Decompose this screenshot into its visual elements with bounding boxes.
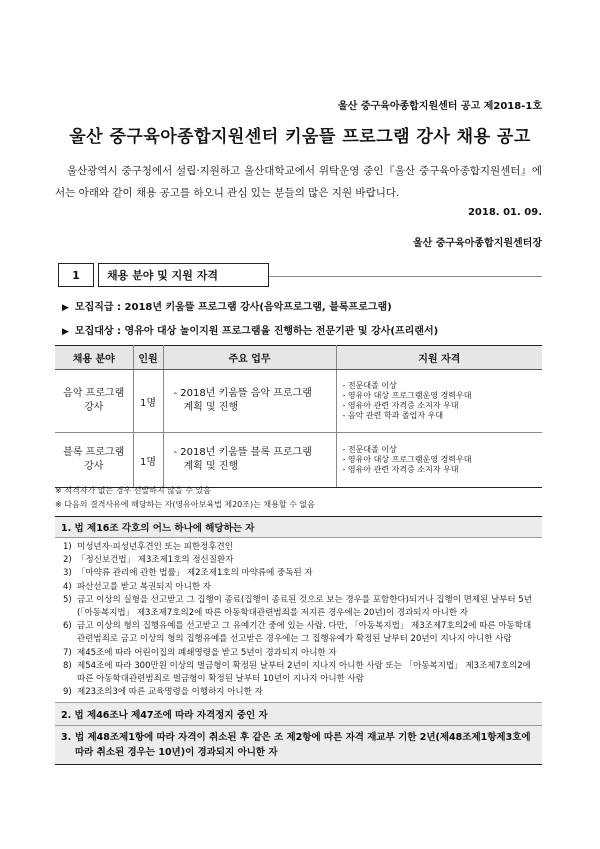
field-line: 음악 프로그램 (63, 388, 125, 399)
list-item: 8) 제54조에 따라 300만원 이상의 벌금형이 확정된 날부터 2년이 지나지 아니한 사람 또는 「아동복지법」 제3조제7호의2에 따른 아동학대관련범죄로 벌금형이 확정된 날부터 10년이 지나지 아니한 사람 (63, 660, 531, 685)
section-number-box: 1 (58, 263, 94, 287)
list-item: 1) 미성년자·피성년후견인 또는 피한정후견인 (63, 542, 233, 552)
header-qualifications: 지원 자격 (336, 346, 542, 370)
row-count: 1명 (133, 433, 163, 488)
disqualification-row-2: 2. 법 제46조나 제47조에 따라 자격정지 중인 자 (55, 702, 542, 725)
disqualification-row-3: 3. 법 제48조제1항에 따라 자격이 취소된 후 같은 조 제2항에 따른 자격 재교부 기한 2년(제48조제1항제3호에 따라 취소된 경우는 10년)이 경과되지 아니한 자 (55, 725, 542, 764)
row-duty (163, 370, 336, 433)
recruit-target-text: 모집대상 : 영유아 대상 놀이지원 프로그램을 진행하는 전문기관 및 강사(프리랜서) (74, 326, 439, 337)
disqualification-list (55, 538, 542, 702)
intro-paragraph: 울산광역시 중구청에서 설립·지원하고 울산대학교에서 위탁운영 중인『울산 중구육아종합지원센터』에서는 아래와 같이 채용 공고를 하오니 관심 있는 분들의 많은 지원 바랍니다. (55, 165, 542, 199)
notice-date: 2018. 01. 09. (467, 207, 542, 218)
field-line: 블록 프로그램 (63, 447, 125, 458)
row-qualifications (336, 370, 542, 433)
list-item: 6) 금고 이상의 형의 집행유예를 선고받고 그 유예기간 중에 있는 사람. 다만, 「아동복지법」 제3조제7호의2에 따른 아동학대관련범죄로 금고 이상의 형의 집행유예를 선고받은 경우에는 그 집행유예가 확정된 날부터 20년이 지나지 아니한 사람 (63, 621, 532, 645)
recruit-target-bullet (62, 322, 438, 337)
list-item: 7) 제45조에 따라 어린이집의 폐쇄명령을 받고 5년이 경과되지 아니한 자 (63, 647, 337, 658)
list-item: 3) 「마약류 관리에 관한 법률」 제2조제1호의 마약류에 중독된 자 (63, 568, 313, 579)
qualification-item: - 영유아 대상 프로그램운영 경력우대 (342, 455, 472, 464)
triangle-bullet-icon: ▶ (62, 303, 69, 313)
document-number: 울산 중구육아종합지원센터 공고 제2018-1호 (338, 101, 542, 112)
page-title: 울산 중구육아종합지원센터 키움뜰 프로그램 강사 채용 공고 (69, 127, 531, 147)
table-row (55, 370, 542, 433)
row-duty (163, 433, 336, 488)
qualification-item: - 음악 관련 학과 졸업자 우대 (342, 411, 444, 420)
disqualification-heading: 1. 법 제16조 각호의 어느 하나에 해당하는 자 (55, 517, 542, 538)
list-item: 4) 파산선고를 받고 복권되지 아니한 자 (63, 581, 211, 592)
recruit-position-bullet (62, 298, 392, 313)
qualification-item: - 영유아 관련 자격증 소지자 우대 (342, 401, 459, 410)
section-title-box: 채용 분야 및 지원 자격 (98, 263, 269, 287)
disqualification-box (55, 516, 542, 765)
row-qualifications (336, 433, 542, 488)
notes (55, 484, 315, 512)
duty-line: - 2018년 키움뜰 블록 프로그램 (173, 447, 312, 458)
list-item: 9) 제23조의3에 따른 교육명령을 이행하지 아니한 자 (63, 687, 263, 698)
row-field (55, 433, 133, 488)
field-line: 강사 (84, 461, 104, 472)
duty-line: 계획 및 진행 (183, 402, 239, 413)
header-duties: 주요 업무 (163, 346, 336, 370)
duty-line: 계획 및 진행 (183, 461, 239, 472)
recruitment-table (55, 345, 542, 488)
duty-line: - 2018년 키움뜰 음악 프로그램 (173, 388, 312, 399)
header-count: 인원 (133, 346, 163, 370)
section-divider (269, 276, 542, 277)
note-line: ※ 다음의 결격사유에 해당하는 자(영유아보육법 제20조)는 채용할 수 없음 (55, 500, 315, 509)
header-field: 채용 분야 (55, 346, 133, 370)
row-count: 1명 (133, 370, 163, 433)
note-line: ※ 적격자가 없는 경우 선발하지 않을 수 있음 (55, 486, 211, 495)
list-item: 2) 「정신보건법」 제3조제1호의 정신질환자 (63, 555, 234, 566)
row-field (55, 370, 133, 433)
qualification-item: - 전문대졸 이상 (342, 445, 397, 454)
list-item: 5) 금고 이상의 실형을 선고받고 그 집행이 종료(집행이 종료된 것으로 보는 경우를 포함한다)되거나 집행이 면제된 날부터 5년(「아동복지법」 제3조제7호의2에 따른 아동학대관련범죄를 저지른 경우에는 20년)이 경과되지 아니한 자 (63, 594, 532, 619)
table-header-row (55, 346, 542, 370)
recruit-position-text: 모집직급 : 2018년 키움뜰 프로그램 강사(음악프로그램, 블록프로그램) (74, 302, 392, 313)
qualification-item: - 영유아 대상 프로그램운영 경력우대 (342, 391, 472, 400)
qualification-item: - 전문대졸 이상 (342, 381, 397, 390)
triangle-bullet-icon: ▶ (62, 327, 69, 337)
field-line: 강사 (84, 402, 104, 413)
table-row (55, 433, 542, 488)
qualification-item: - 영유아 관련 자격증 소지자 우대 (342, 465, 459, 474)
issuer-name: 울산 중구육아종합지원센터장 (412, 238, 542, 249)
